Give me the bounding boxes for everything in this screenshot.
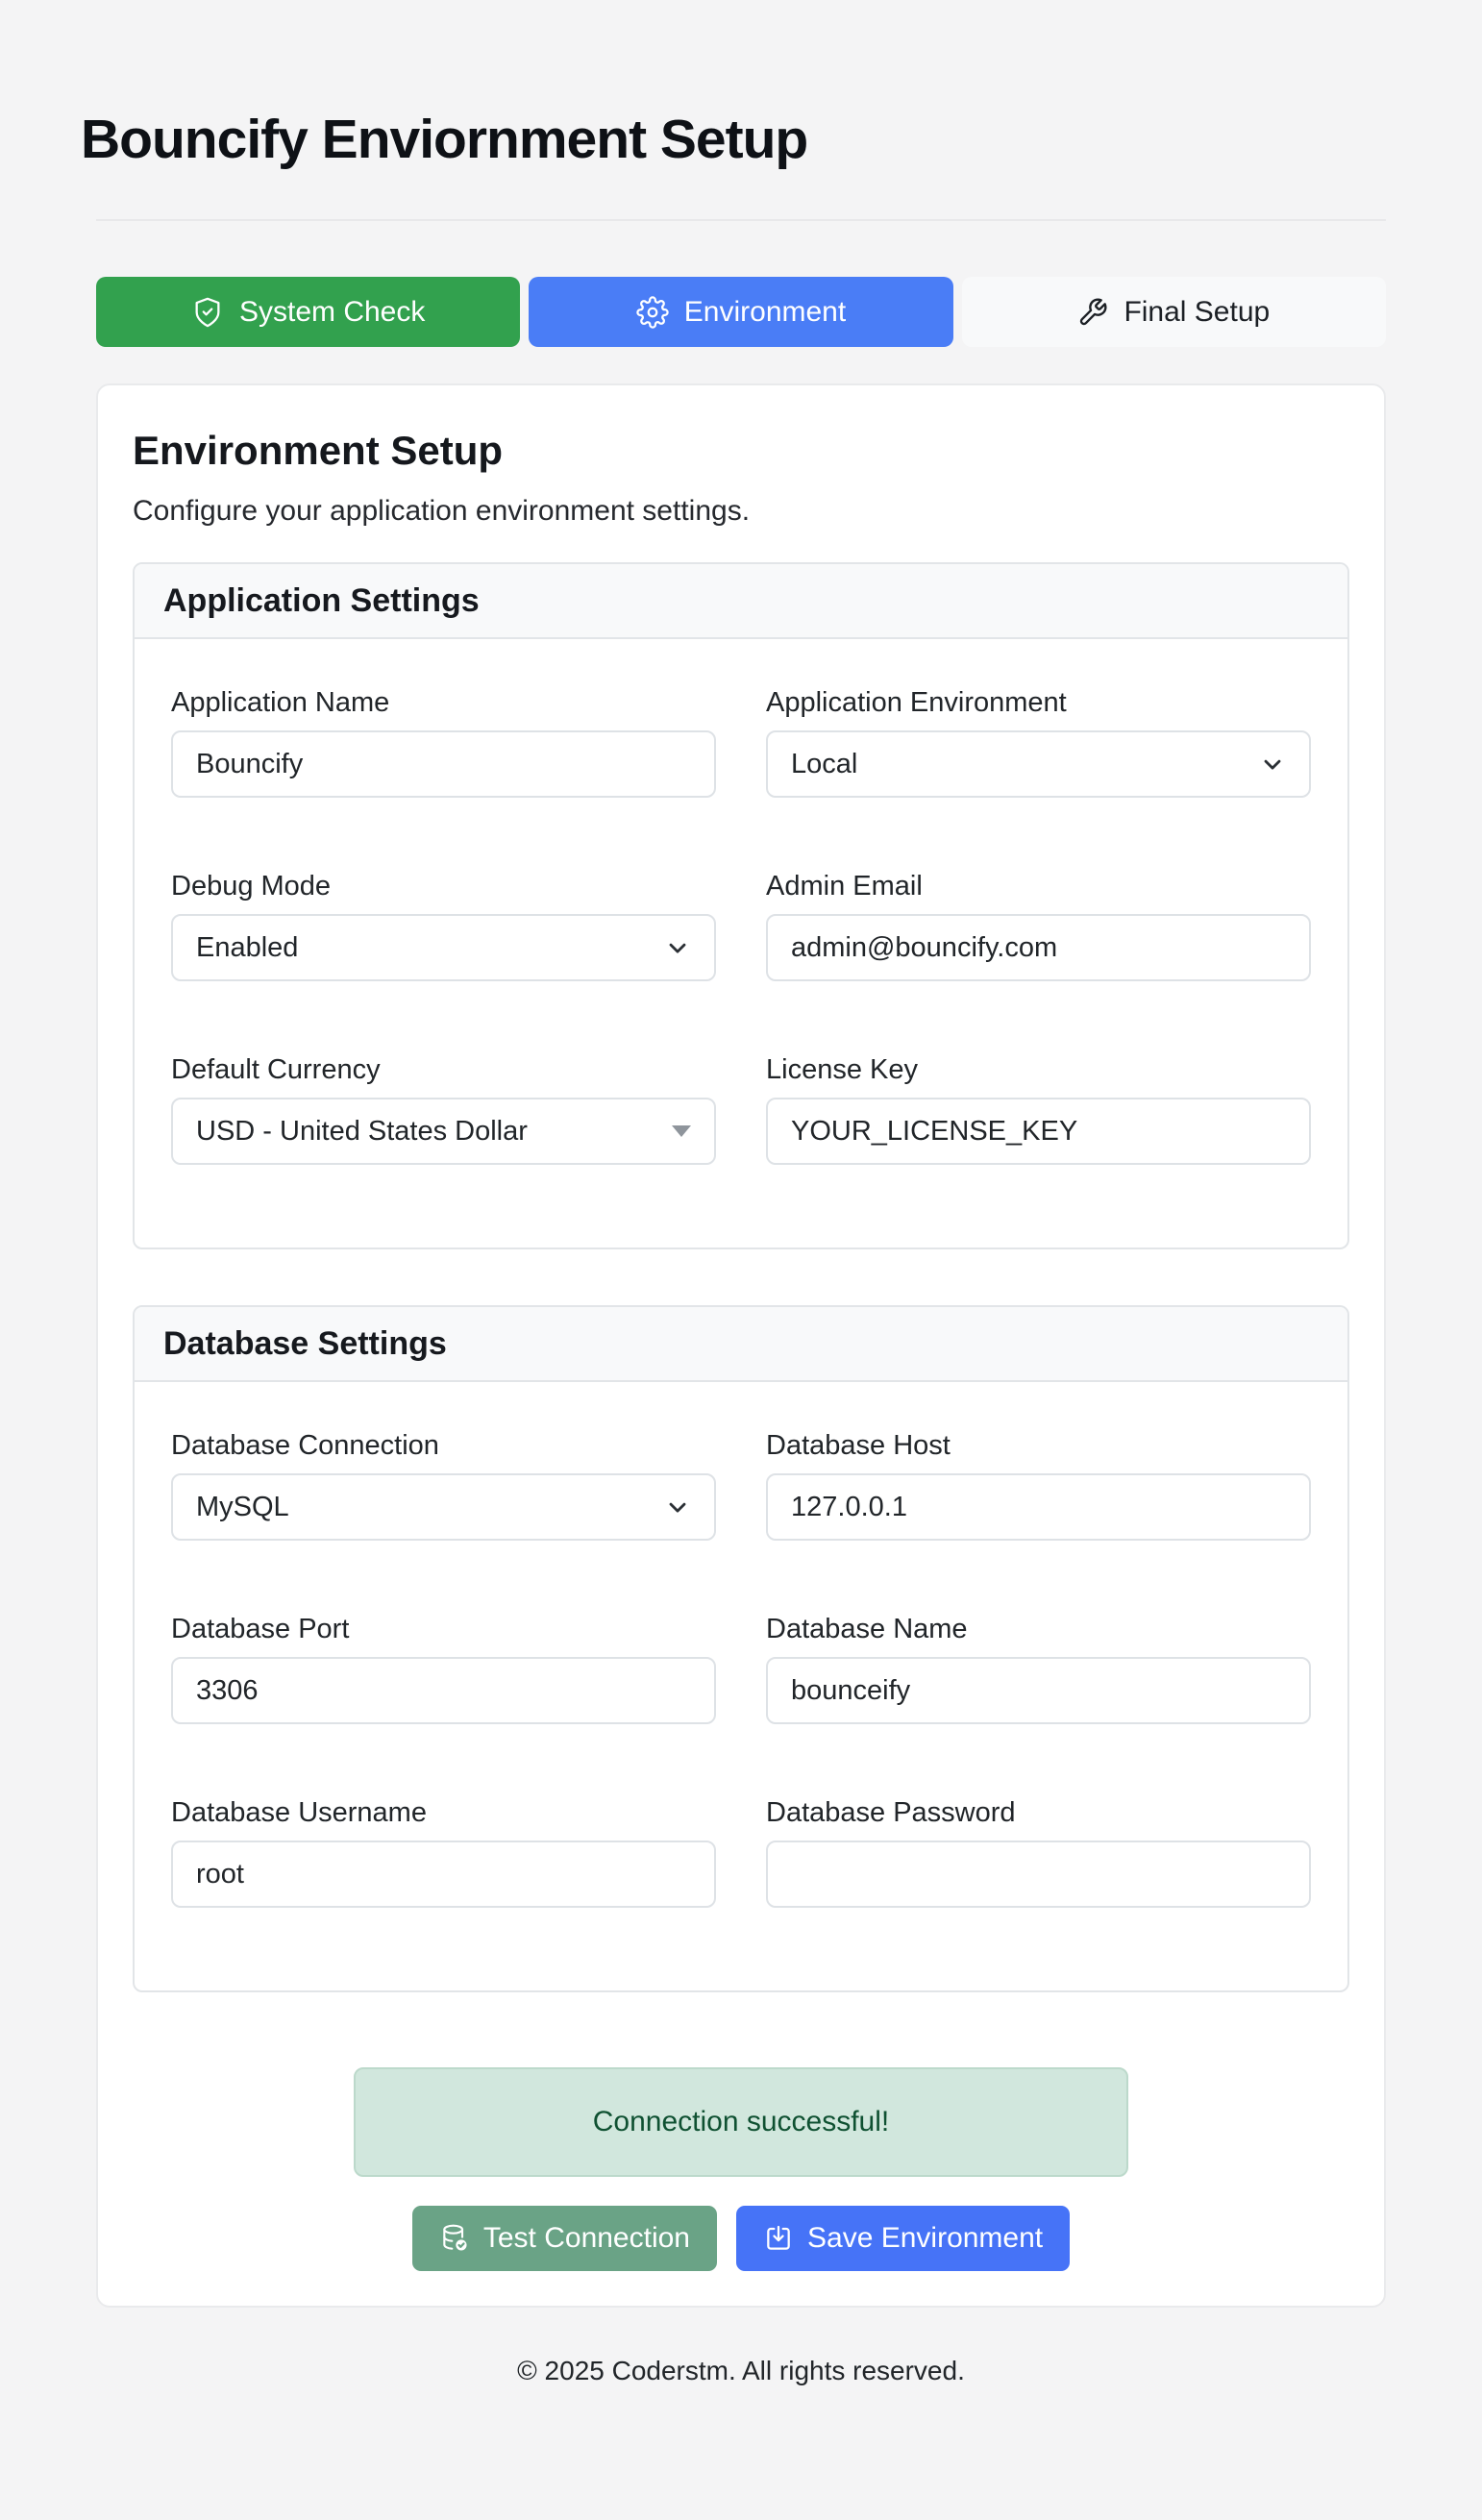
- debug-mode-label: Debug Mode: [171, 871, 332, 902]
- tab-label: System Check: [238, 295, 426, 328]
- license-key-label: License Key: [766, 1054, 918, 1085]
- chevron-down-icon: [1259, 751, 1286, 778]
- database-settings-header: [135, 1307, 1347, 1382]
- field-debug-mode: [171, 871, 716, 981]
- database-port-input[interactable]: [171, 1657, 716, 1724]
- field-database-name: [766, 1614, 1311, 1724]
- default-currency-select[interactable]: [171, 1098, 716, 1165]
- license-key-input[interactable]: [766, 1098, 1311, 1165]
- page-title: Bouncify Enviornment Setup: [81, 109, 808, 170]
- tab-label: Final Setup: [1124, 295, 1271, 328]
- database-name-input[interactable]: [766, 1657, 1311, 1724]
- default-currency-label: Default Currency: [171, 1054, 381, 1085]
- database-password-input[interactable]: [766, 1841, 1311, 1908]
- field-database-username: [171, 1797, 716, 1908]
- selected-value: USD - United States Dollar: [196, 1115, 528, 1147]
- button-label: Test Connection: [482, 2222, 690, 2254]
- database-host-input[interactable]: [766, 1473, 1311, 1541]
- database-settings-body: [135, 1382, 1347, 1990]
- header-divider: [96, 219, 1386, 221]
- chevron-down-icon: [664, 934, 691, 961]
- database-check-icon: [439, 2223, 470, 2254]
- field-database-connection: [171, 1430, 716, 1541]
- tab-system-check[interactable]: [96, 277, 520, 347]
- tab-label: Environment: [683, 295, 847, 328]
- card-description: Configure your application environment settings.: [133, 495, 751, 527]
- save-icon: [763, 2223, 794, 2254]
- section-title: Database Settings: [163, 1324, 447, 1362]
- section-title: Application Settings: [163, 581, 480, 619]
- database-name-label: Database Name: [766, 1614, 968, 1644]
- database-connection-label: Database Connection: [171, 1430, 439, 1461]
- application-name-label: Application Name: [171, 687, 390, 718]
- database-port-label: Database Port: [171, 1614, 350, 1644]
- database-username-input[interactable]: [171, 1841, 716, 1908]
- page-header: [0, 0, 1482, 171]
- chevron-down-icon: [664, 1494, 691, 1520]
- application-environment-label: Application Environment: [766, 687, 1067, 718]
- database-password-label: Database Password: [766, 1797, 1016, 1828]
- admin-email-input[interactable]: [766, 914, 1311, 981]
- debug-mode-select[interactable]: [171, 914, 716, 981]
- card-heading: Environment Setup: [133, 428, 504, 473]
- shield-check-icon: [191, 296, 224, 329]
- database-settings-section: [133, 1305, 1349, 1992]
- selected-value: Local: [791, 748, 858, 779]
- button-label: Save Environment: [807, 2222, 1044, 2254]
- application-settings-section: [133, 562, 1349, 1249]
- application-environment-select[interactable]: [766, 730, 1311, 798]
- save-environment-button[interactable]: [736, 2206, 1070, 2271]
- selected-value: Enabled: [196, 931, 299, 963]
- setup-steps-tabs: [96, 277, 1386, 347]
- page-footer: [0, 2356, 1482, 2494]
- action-buttons-row: [133, 2206, 1349, 2271]
- field-license-key: [766, 1054, 1311, 1165]
- triangle-down-icon: [672, 1125, 691, 1137]
- application-settings-body: [135, 639, 1347, 1248]
- application-settings-header: [135, 564, 1347, 639]
- admin-email-label: Admin Email: [766, 871, 923, 902]
- tab-environment[interactable]: [529, 277, 952, 347]
- connection-status-alert: [354, 2067, 1128, 2177]
- gear-icon: [636, 296, 669, 329]
- copyright-text: © 2025 Coderstm. All rights reserved.: [517, 2356, 965, 2385]
- field-database-port: [171, 1614, 716, 1724]
- connection-status-message: Connection successful!: [592, 2106, 890, 2137]
- database-connection-select[interactable]: [171, 1473, 716, 1541]
- wrench-icon: [1077, 297, 1108, 328]
- test-connection-button[interactable]: [412, 2206, 717, 2271]
- field-application-environment: [766, 687, 1311, 798]
- tab-final-setup[interactable]: [962, 277, 1386, 347]
- environment-setup-card: [96, 383, 1386, 2308]
- application-name-input[interactable]: [171, 730, 716, 798]
- database-username-label: Database Username: [171, 1797, 427, 1828]
- field-database-password: [766, 1797, 1311, 1908]
- selected-value: MySQL: [196, 1491, 289, 1522]
- field-application-name: [171, 687, 716, 798]
- field-default-currency: [171, 1054, 716, 1165]
- field-database-host: [766, 1430, 1311, 1541]
- database-host-label: Database Host: [766, 1430, 951, 1461]
- field-admin-email: [766, 871, 1311, 981]
